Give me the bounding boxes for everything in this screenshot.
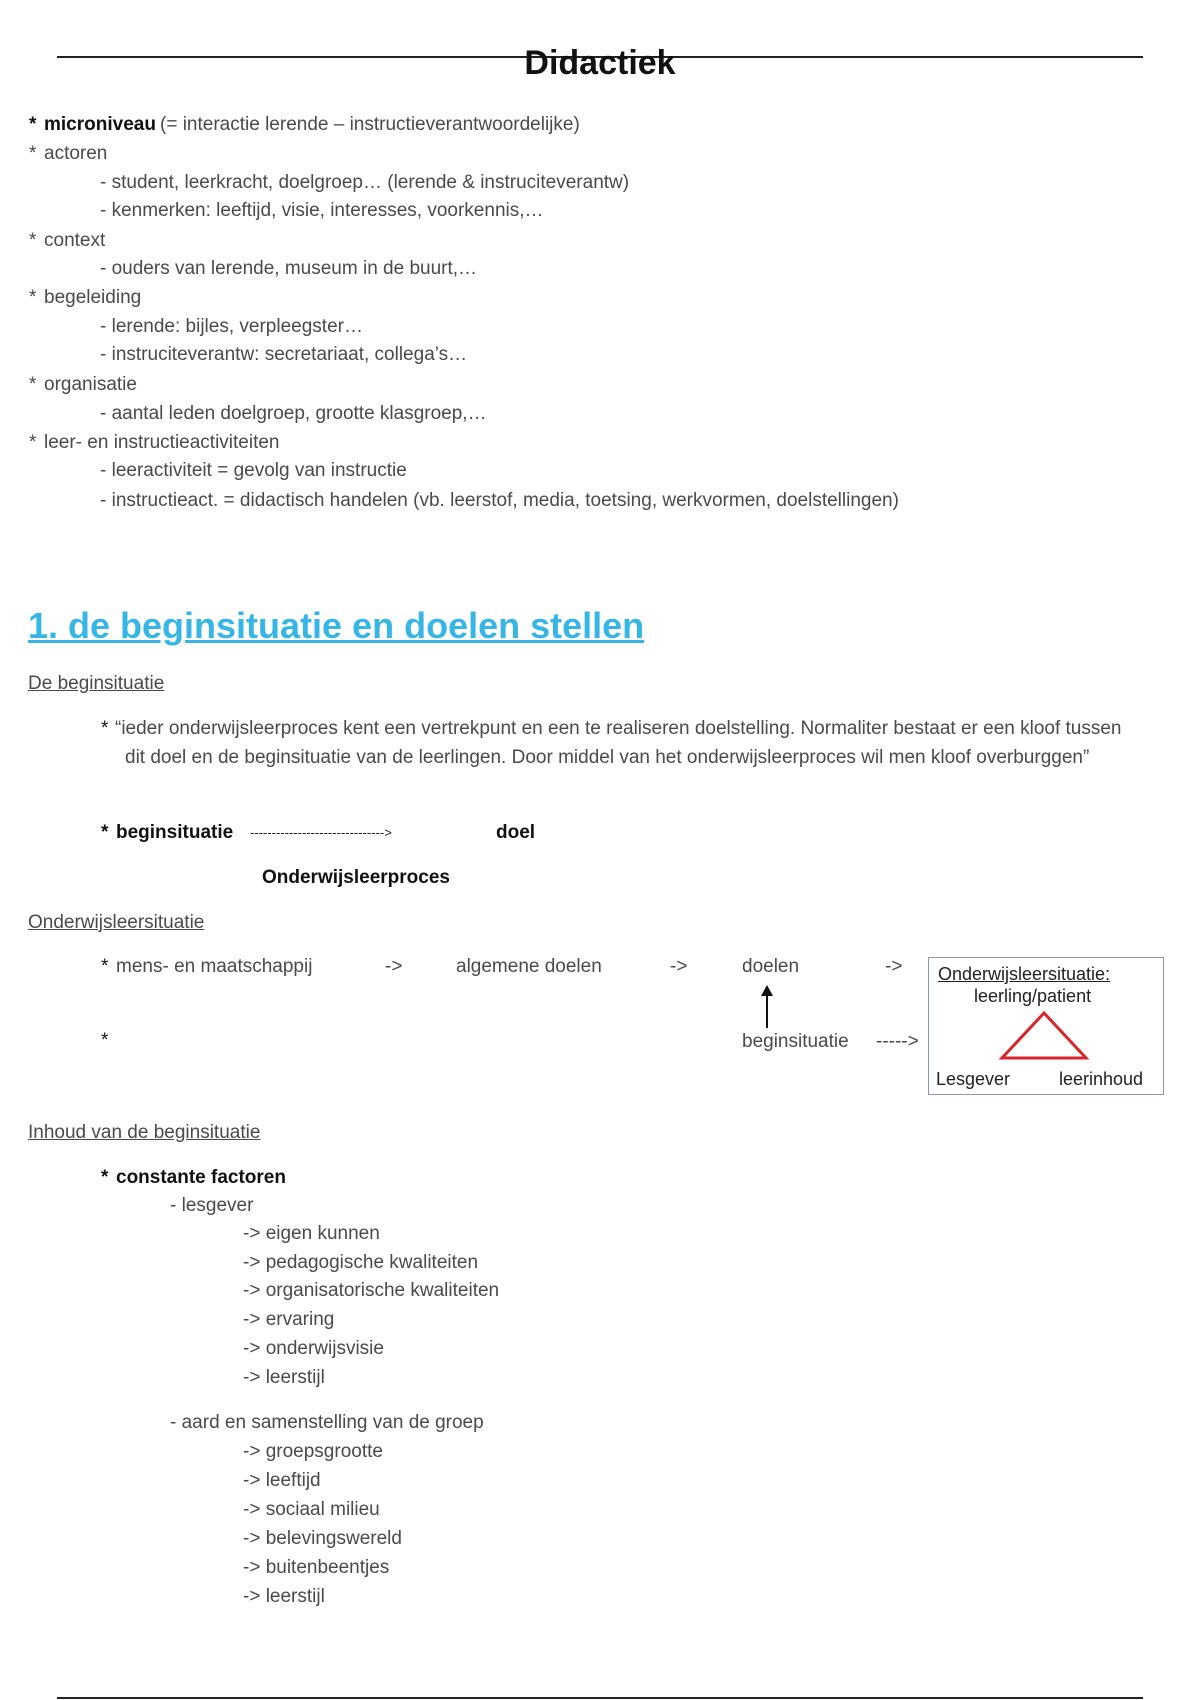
flow-arrow: -------------------------------> [250, 825, 392, 840]
flow-start: beginsituatie [116, 822, 234, 843]
bullet-star: * [101, 718, 109, 739]
context-label: context [44, 230, 106, 251]
context-item: - ouders van lerende, museum in de buurt,… [100, 258, 478, 279]
lesgever-item: -> ervaring [243, 1309, 335, 1330]
micro-definition: (= interactie lerende – instructieverantwoordelijke) [160, 114, 580, 135]
chain-item: mens- en maatschappij [116, 956, 313, 977]
bullet-star: * [101, 1167, 109, 1188]
box-left-label: Lesgever [936, 1069, 1011, 1089]
page-title: Didactiek [524, 44, 676, 82]
bullet-star: * [29, 143, 37, 164]
actoren-label: actoren [44, 143, 108, 164]
groep-item: -> buitenbeentjes [243, 1557, 390, 1578]
bullet-star: * [29, 114, 37, 135]
begeleiding-item: - lerende: bijles, verpleegster… [100, 316, 363, 337]
bullet-star: * [101, 822, 109, 843]
actoren-item: - student, leerkracht, doelgroep… (lerende & instruciteverantw) [100, 172, 630, 193]
bullet-star: * [101, 1030, 109, 1051]
organisatie-label: organisatie [44, 374, 137, 395]
section-heading: 1. de beginsituatie en doelen stellen [28, 605, 645, 646]
box-right-label: leerinhoud [1059, 1069, 1144, 1089]
groep-item: -> leeftijd [243, 1470, 321, 1491]
chain-arrow: -----> [876, 1031, 919, 1052]
lesgever-item: -> eigen kunnen [243, 1223, 380, 1244]
chain-item: beginsituatie [742, 1031, 849, 1052]
lesgever-item: -> leerstijl [243, 1367, 325, 1388]
constant-label: constante factoren [116, 1167, 286, 1188]
groep-item: -> groepsgrootte [243, 1441, 383, 1462]
chain-arrow: -> [385, 956, 403, 977]
flow-end: doel [496, 822, 536, 843]
activiteiten-item: - instructieact. = didactisch handelen (vb. leerstof, media, toetsing, werkvormen, doelstellingen) [100, 490, 899, 511]
organisatie-item: - aantal leden doelgroep, grootte klasgroep,… [100, 403, 487, 424]
lesgever-label: - lesgever [170, 1195, 254, 1216]
up-arrow-icon [760, 984, 774, 1030]
chain-arrow: -> [670, 956, 688, 977]
quote-paragraph: “ieder onderwijsleerproces kent een vertrekpunt en een te realiseren doelstelling. Normaliter bestaat er een kloof tussen dit doel en de beginsituatie van de leerlingen. Door middel van het onderwijsleerproces wil men kloof overburggen” [115, 718, 1122, 768]
subheading-beginsituatie: De beginsituatie [28, 673, 165, 694]
bullet-star: * [29, 230, 37, 251]
chain-item: doelen [742, 956, 800, 977]
activiteiten-label: leer- en instructieactiviteiten [44, 432, 280, 453]
bullet-star: * [29, 287, 37, 308]
flow-label: Onderwijsleerproces [262, 867, 450, 888]
chain-arrow: -> [885, 956, 903, 977]
bullet-star: * [29, 374, 37, 395]
subheading-onderwijsleersituatie: Onderwijsleersituatie [28, 912, 205, 933]
micro-label: microniveau [44, 114, 156, 135]
onderwijsleersituatie-box [928, 957, 1164, 1095]
activiteiten-item: - leeractiviteit = gevolg van instructie [100, 460, 407, 481]
lesgever-item: -> organisatorische kwaliteiten [243, 1280, 500, 1301]
actoren-item: - kenmerken: leeftijd, visie, interesses, voorkennis,… [100, 200, 544, 221]
bottom-rule [57, 1697, 1143, 1699]
lesgever-item: -> onderwijsvisie [243, 1338, 384, 1359]
begeleiding-item: - instruciteverantw: secretariaat, collega’s… [100, 344, 468, 365]
triangle-icon [998, 1010, 1090, 1062]
groep-item: -> sociaal milieu [243, 1499, 380, 1520]
bullet-star: * [101, 956, 109, 977]
lesgever-item: -> pedagogische kwaliteiten [243, 1252, 479, 1273]
box-top-label: leerling/patient [974, 986, 1092, 1006]
chain-item: algemene doelen [456, 956, 602, 977]
box-title: Onderwijsleersituatie: [938, 964, 1111, 984]
bullet-star: * [29, 432, 37, 453]
groep-label: - aard en samenstelling van de groep [170, 1412, 484, 1433]
groep-item: -> belevingswereld [243, 1528, 402, 1549]
subheading-inhoud: Inhoud van de beginsituatie [28, 1122, 261, 1143]
begeleiding-label: begeleiding [44, 287, 142, 308]
groep-item: -> leerstijl [243, 1586, 325, 1607]
